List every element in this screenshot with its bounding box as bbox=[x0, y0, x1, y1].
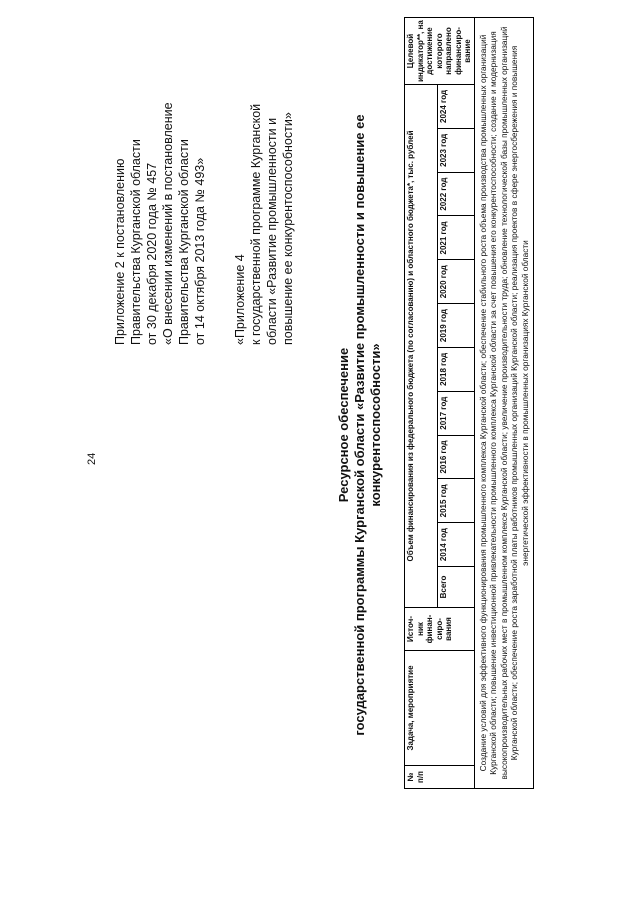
appendix-line: к государственной программе Курганской bbox=[249, 103, 263, 345]
appendix-block bbox=[112, 15, 208, 345]
header-year: 2021 год bbox=[438, 216, 475, 260]
header-source: Источ-ник финан-сиро-вания bbox=[405, 608, 475, 651]
goal-row: Создание условий для эффективного функционирования промышленного комплекса Курганской области; обеспечение стабильного роста объема производства промышленных организаций Курганской области; повышение инвестиционной привлекательности промышленного комплекса Курганской области за счет повышения его конкурентоспособности; создание и модернизация высокопроизводительных рабочих мест в промышленном комплексе Курганской области; увеличение производительности труда; обновление технологической базы промышленных организаций Курганской области; обеспечение роста заработной платы работников промышленных организаций Курганской области; реализация проектов в сфере энергосбережения и повышения энергетической эффективности в промышленных организациях Курганской области bbox=[474, 18, 534, 789]
resource-table bbox=[404, 17, 534, 789]
header-year: 2023 год bbox=[438, 128, 475, 172]
appendix-line: Правительства Курганской области bbox=[129, 139, 143, 345]
document-title bbox=[336, 45, 384, 805]
header-year: 2024 год bbox=[438, 85, 475, 129]
header-task: Задача, мероприятие bbox=[405, 651, 475, 766]
appendix-line: от 14 октября 2013 года № 493» bbox=[193, 157, 207, 345]
header-indicator: Целевой индикатор**, на достижение которого направлено финансиро-вание bbox=[405, 18, 475, 85]
appendix-line: Приложение 2 к постановлению bbox=[113, 158, 127, 345]
header-year: 2022 год bbox=[438, 172, 475, 216]
header-year: 2016 год bbox=[438, 435, 475, 479]
appendix-line: «О внесении изменений в постановление bbox=[161, 102, 175, 345]
appendix-line: области «Развитие промышленности и bbox=[265, 117, 279, 345]
title-line: конкурентоспособности» bbox=[368, 343, 383, 507]
title-line: государственной программы Курганской области «Развитие промышленности и повышение ее bbox=[352, 114, 367, 736]
header-year: 2019 год bbox=[438, 304, 475, 348]
header-total: Всего bbox=[438, 567, 475, 608]
appendix-line: повышение ее конкурентоспособности» bbox=[281, 112, 295, 345]
title-line: Ресурсное обеспечение bbox=[336, 347, 351, 503]
header-year: 2018 год bbox=[438, 347, 475, 391]
page-number: 24 bbox=[86, 452, 98, 465]
appendix-line: от 30 декабря 2020 года № 457 bbox=[145, 162, 159, 345]
header-year: 2015 год bbox=[438, 479, 475, 523]
appendix-line: «Приложение 4 bbox=[233, 254, 247, 345]
header-year: 2017 год bbox=[438, 391, 475, 435]
appendix-line: Правительства Курганской области bbox=[177, 139, 191, 345]
header-num: № п/п bbox=[405, 766, 475, 789]
header-year: 2014 год bbox=[438, 523, 475, 567]
header-year: 2020 год bbox=[438, 260, 475, 304]
program-appendix-block bbox=[232, 15, 296, 345]
header-volume: Объем финансирования из федерального бюджета (по согласованию) и областного бюджета*, тыс. рублей bbox=[405, 85, 438, 608]
